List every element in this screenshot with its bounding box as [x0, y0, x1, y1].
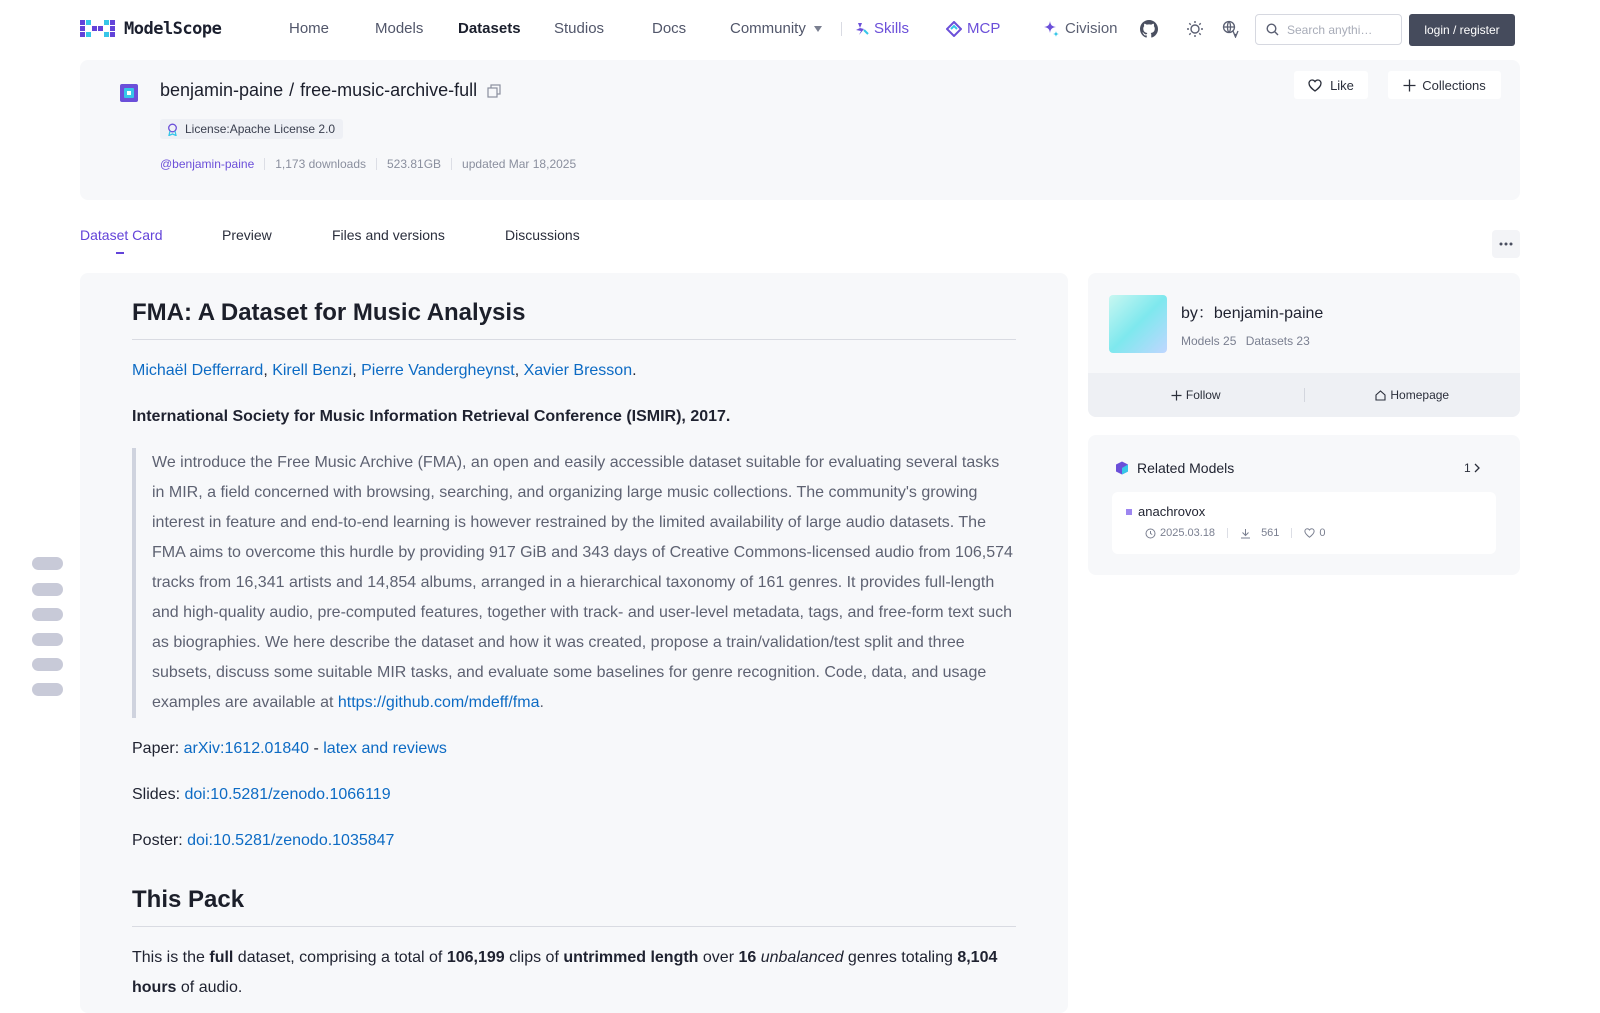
- author-stats: [1181, 334, 1310, 348]
- like-button[interactable]: [1294, 71, 1368, 99]
- mcp-label: MCP: [967, 20, 1001, 37]
- logo-icon: [80, 18, 118, 40]
- paper-line: [132, 734, 1016, 764]
- follow-button[interactable]: [1088, 388, 1304, 402]
- sparkle-icon: [1043, 20, 1060, 37]
- chevron-down-icon: [814, 26, 822, 32]
- top-navigation: [0, 0, 1600, 58]
- heart-icon: [1304, 528, 1315, 538]
- dataset-card-content: [80, 273, 1068, 1013]
- pack-bold: 8,104 hours: [132, 949, 998, 996]
- collections-button[interactable]: [1388, 71, 1501, 99]
- model-date: 2025.03.18: [1160, 527, 1216, 539]
- authors-line: Michaël Defferrard, Kirell Benzi, Pierre Vandergheynst, Xavier Bresson.: [132, 362, 637, 379]
- mcp-icon: [946, 21, 962, 37]
- meta-divider: [1227, 528, 1228, 538]
- community-label: Community: [730, 20, 806, 37]
- model-name: anachrovox: [1138, 504, 1206, 519]
- poster-line: [132, 826, 1016, 856]
- pack-bold: 106,199: [446, 949, 505, 966]
- paper-label: Paper:: [132, 740, 184, 757]
- author-link-benzi[interactable]: Kirell Benzi: [272, 362, 353, 379]
- plus-icon: [1171, 390, 1182, 401]
- copy-icon[interactable]: [487, 84, 501, 98]
- pack-text: clips of: [504, 949, 564, 966]
- poster-doi-link[interactable]: doi:10.5281/zenodo.1035847: [187, 832, 395, 849]
- nav-mcp[interactable]: [946, 20, 1000, 37]
- logo-text: ModelScope: [124, 19, 222, 39]
- home-icon: [1375, 390, 1386, 401]
- related-count-value: 1: [1464, 461, 1471, 475]
- pack-description: [132, 943, 1016, 1003]
- author-card: [1088, 273, 1520, 417]
- language-icon[interactable]: [1221, 19, 1241, 39]
- nav-home[interactable]: Home: [289, 20, 330, 37]
- clock-icon: [1145, 528, 1156, 539]
- search-input[interactable]: [1287, 23, 1387, 37]
- author-name[interactable]: by：benjamin-paine: [1181, 305, 1324, 322]
- dataset-title: [160, 80, 501, 101]
- slides-doi-link[interactable]: doi:10.5281/zenodo.1066119: [184, 786, 391, 803]
- tab-files-and-versions[interactable]: Files and versions: [332, 227, 445, 243]
- follow-label: Follow: [1185, 388, 1221, 402]
- ellipsis-icon: [1499, 242, 1513, 246]
- models-count: Models 25: [1181, 334, 1237, 348]
- toc-marker[interactable]: [32, 608, 63, 621]
- github-link[interactable]: https://github.com/mdeff/fma: [337, 694, 540, 711]
- nav-studios[interactable]: Studios: [554, 20, 605, 37]
- author-link-bresson[interactable]: Xavier Bresson: [523, 362, 633, 379]
- theme-toggle-icon[interactable]: [1185, 19, 1205, 39]
- nav-models[interactable]: Models: [375, 20, 424, 37]
- related-models-title: Related Models: [1137, 460, 1235, 476]
- civision-label: Civision: [1065, 20, 1118, 37]
- meta-divider: [451, 158, 452, 170]
- pack-text: genres totaling: [843, 949, 958, 966]
- license-badge[interactable]: [160, 119, 343, 139]
- related-model-item[interactable]: [1112, 492, 1496, 554]
- nav-civision[interactable]: [1043, 20, 1118, 37]
- pack-text: over: [698, 949, 739, 966]
- pack-bold: full: [209, 949, 234, 966]
- skills-icon: [855, 22, 869, 36]
- download-icon: [1240, 528, 1251, 539]
- dataset-name: free-music-archive-full: [300, 80, 478, 100]
- modelscope-logo[interactable]: [80, 18, 221, 40]
- author-actions: [1088, 373, 1520, 417]
- more-options-button[interactable]: [1492, 230, 1520, 258]
- active-tab-indicator: [116, 252, 124, 254]
- heart-icon: [1308, 79, 1322, 92]
- dataset-header: [80, 60, 1520, 200]
- related-models-header: [1115, 460, 1234, 476]
- nav-datasets[interactable]: Datasets: [458, 20, 521, 37]
- dataset-meta: [160, 157, 576, 171]
- toc-marker[interactable]: [32, 633, 63, 646]
- model-title: [1126, 504, 1205, 519]
- downloads-count: 1,173 downloads: [275, 157, 366, 171]
- github-icon[interactable]: [1139, 19, 1159, 39]
- author-link[interactable]: @benjamin-paine: [160, 157, 255, 171]
- title-slash: /: [289, 80, 295, 100]
- search-box[interactable]: [1255, 14, 1402, 45]
- related-models-count[interactable]: [1464, 461, 1481, 475]
- model-likes: 0: [1319, 527, 1326, 539]
- slides-line: [132, 780, 1016, 810]
- nav-community[interactable]: [730, 20, 822, 37]
- related-models-card: [1088, 435, 1520, 575]
- toc-marker[interactable]: [32, 557, 63, 570]
- license-icon: [166, 123, 179, 136]
- paper-dash: -: [309, 740, 324, 757]
- login-register-button[interactable]: login / register: [1409, 14, 1515, 46]
- like-label: Like: [1330, 77, 1354, 93]
- model-downloads: 561: [1261, 527, 1280, 539]
- section-heading-this-pack: This Pack: [132, 886, 1016, 927]
- homepage-label: Homepage: [1390, 388, 1450, 402]
- pack-text: This is the: [132, 949, 210, 966]
- search-icon: [1266, 23, 1279, 36]
- pack-text: dataset, comprising a total of: [233, 949, 447, 966]
- meta-divider: [376, 158, 377, 170]
- skills-label: Skills: [874, 20, 910, 37]
- meta-divider: [264, 158, 265, 170]
- nav-skills[interactable]: [855, 20, 909, 37]
- nav-divider: [841, 22, 842, 36]
- pack-bold: untrimmed length: [563, 949, 699, 966]
- pack-bold: 16: [738, 949, 757, 966]
- tab-dataset-card[interactable]: Dataset Card: [80, 227, 163, 243]
- conference-line: International Society for Music Information Retrieval Conference (ISMIR), 2017.: [132, 408, 731, 425]
- chevron-right-icon: [1473, 463, 1481, 473]
- meta-divider: [1291, 528, 1292, 538]
- nav-docs[interactable]: Docs: [652, 20, 687, 37]
- latex-reviews-link[interactable]: latex and reviews: [323, 740, 447, 757]
- tab-preview[interactable]: Preview: [222, 227, 272, 243]
- updated-date: updated Mar 18,2025: [462, 157, 577, 171]
- pack-text: of audio.: [176, 979, 243, 996]
- slides-label: Slides:: [132, 786, 185, 803]
- dataset-size: 523.81GB: [387, 157, 442, 171]
- toc-marker[interactable]: [32, 583, 63, 596]
- homepage-button[interactable]: [1305, 388, 1521, 402]
- arxiv-link[interactable]: arXiv:1612.01840: [183, 740, 310, 757]
- dataset-icon: [120, 84, 138, 102]
- author-link-vandergheynst[interactable]: Pierre Vandergheynst: [361, 362, 515, 379]
- abstract-text: We introduce the Free Music Archive (FMA), an open and easily accessible dataset suitable for evaluating several tasks in MIR, a field concerned with browsing, searching, and organizing large music collections. The community's growing interest in feature and end-to-end learning is however restrained by the limited availability of large audio datasets. The FMA aims to overcome this hurdle by providing 917 GiB and 343 days of Creative Commons-licensed audio from 106,574 tracks from 16,341 artists and 14,854 albums, arranged in a hierarchical taxonomy of 161 genres. It provides full-length and high-quality audio, pre-computed features, together with track- and user-level metadata, tags, and free-form text such as biographies. We here describe the dataset and how it was created, propose a train/validation/test split and three subsets, discuss some suitable MIR tasks, and evaluate some baselines for genre recognition. Code, data, and usage examples are available at: [152, 454, 1013, 711]
- tab-discussions[interactable]: Discussions: [505, 227, 580, 243]
- plus-icon: [1403, 79, 1416, 92]
- model-bullet: [1126, 509, 1132, 515]
- toc-marker[interactable]: [32, 683, 63, 696]
- pack-italic: unbalanced: [760, 949, 844, 966]
- dataset-owner[interactable]: benjamin-paine: [160, 80, 284, 100]
- avatar[interactable]: [1109, 295, 1167, 353]
- datasets-count: Datasets 23: [1245, 334, 1310, 348]
- poster-label: Poster:: [132, 832, 188, 849]
- collections-label: Collections: [1422, 77, 1486, 93]
- readme-heading: FMA: A Dataset for Music Analysis: [132, 299, 1016, 340]
- markdown-body: [132, 299, 1016, 1003]
- license-text: License:Apache License 2.0: [185, 122, 336, 136]
- author-link-defferrard[interactable]: Michaël Defferrard: [132, 362, 264, 379]
- abstract-quote: We introduce the Free Music Archive (FMA), an open and easily accessible dataset suitable for evaluating several tasks in MIR, a field concerned with browsing, searching, and organizing large music collections. The community's growing interest in feature and end-to-end learning is however restrained by the limited availability of large audio datasets. The FMA aims to overcome this hurdle by providing 917 GiB and 343 days of Creative Commons-licensed audio from 106,574 tracks from 16,341 artists and 14,854 albums, arranged in a hierarchical taxonomy of 161 genres. It provides full-length and high-quality audio, pre-computed features, together with track- and user-level metadata, tags, and free-form text such as biographies. We here describe the dataset and how it was created, propose a train/validation/test split and three subsets, discuss some suitable MIR tasks, and evaluate some baselines for genre recognition. Code, data, and usage examples are available at https://github.com/mdeff/fma.: [132, 448, 1016, 718]
- cube-icon: [1115, 461, 1129, 475]
- model-meta: [1145, 527, 1326, 539]
- toc-marker[interactable]: [32, 658, 63, 671]
